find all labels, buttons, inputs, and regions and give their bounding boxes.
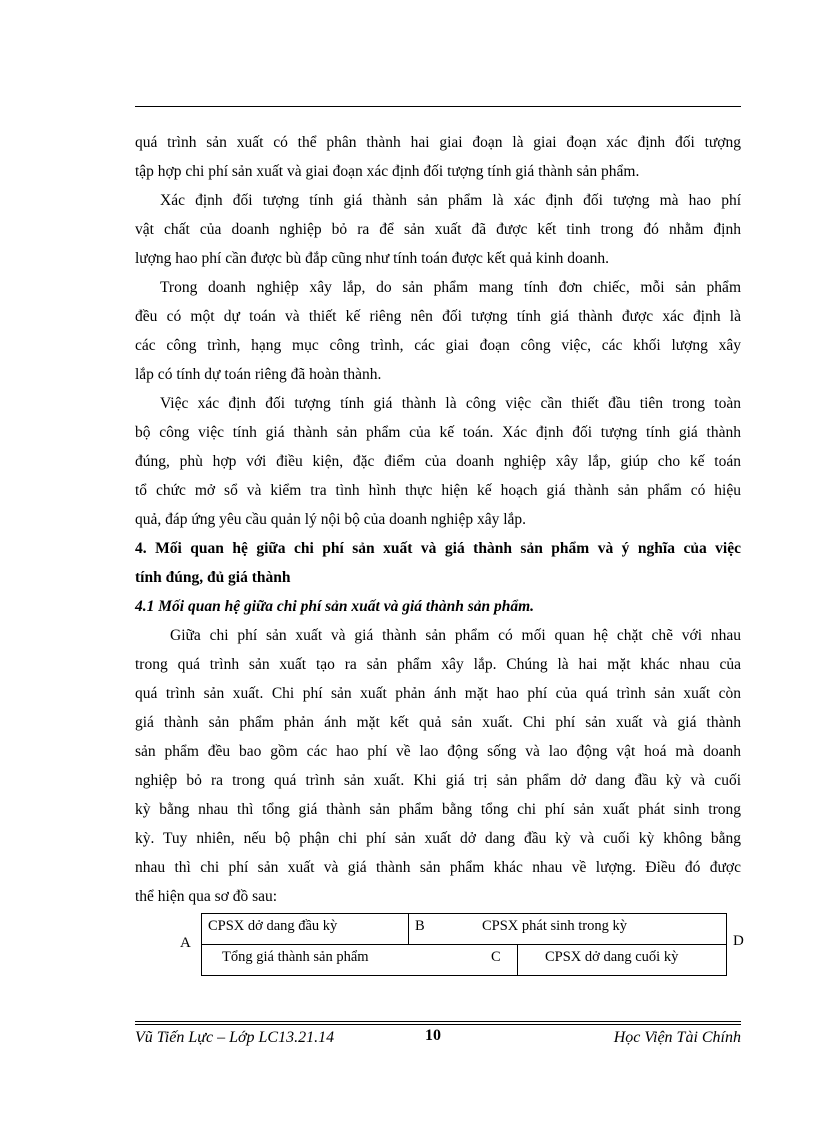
body-line: lượng hao phí cần được bù đắp cũng như tính toán được kết quả kinh doanh. (135, 250, 610, 267)
body-line: nhau thì chi phí sản xuất và giá thành sản phẩm khác nhau về lượng. Điều đó được (135, 859, 741, 876)
body-line: nghiệp bỏ ra trong quá trình sản xuất. Khi giá trị sản phẩm dở dang đầu kỳ và cuối (135, 772, 741, 789)
diagram-divider-b (408, 913, 409, 944)
page-number: 10 (425, 1027, 441, 1044)
subsection-heading: 4.1 Mối quan hệ giữa chi phí sản xuất và giá thành sản phẩm. (135, 598, 535, 615)
body-line: tập hợp chi phí sản xuất và giai đoạn xác định đối tượng tính giá thành sản phẩm. (135, 163, 640, 180)
body-line: bộ công việc tính giá thành sản phẩm của kế toán. Xác định đối tượng tính giá thành (135, 424, 741, 441)
diagram-label-b: B (415, 918, 425, 934)
footer-institution: Học Viện Tài Chính (613, 1029, 741, 1046)
body-line: lắp có tính dự toán riêng đã hoàn thành. (135, 366, 382, 383)
body-line: trong quá trình sản xuất tạo ra sản phẩm xây lắp. Chúng là hai mặt khác nhau của (135, 656, 741, 673)
body-line: quá trình sản xuất. Chi phí sản xuất phản ánh mặt hao phí của quá trình sản xuất còn (135, 685, 741, 702)
body-line: đúng, phù hợp với điều kiện, đặc điểm của doanh nghiệp xây lắp, giúp cho kế toán (135, 453, 741, 470)
cpsx-incurred-cell: CPSX phát sinh trong kỳ (482, 918, 628, 934)
body-line: tổ chức mở sổ và kiểm tra tình hình thực hiện kế hoạch giá thành sản phẩm có hiệu (135, 482, 741, 499)
body-line: quả, đáp ứng yêu cầu quản lý nội bộ của doanh nghiệp xây lắp. (135, 511, 527, 528)
diagram-row-divider (201, 944, 727, 945)
body-line: đều có một dự toán và thiết kế riêng nên đối tượng tính giá thành được xác định là (135, 308, 741, 325)
header-rule (135, 106, 741, 107)
body-line: các công trình, hạng mục công trình, các giai đoạn công việc, các khối lượng xây (135, 337, 741, 354)
body-line: sản phẩm đều bao gồm các hao phí về lao động sống và lao động vật hoá mà doanh (135, 743, 741, 760)
diagram-divider-c (517, 944, 518, 976)
total-cost-cell: Tổng giá thành sản phẩm (222, 949, 369, 965)
footer-rule (135, 1021, 741, 1022)
section-heading: 4. Mối quan hệ giữa chi phí sản xuất và giá thành sản phẩm và ý nghĩa của việc (135, 540, 741, 557)
cpsx-closing-cell: CPSX dở dang cuối kỳ (545, 949, 679, 965)
body-line: giá thành sản phẩm phản ánh mặt kết quả sản xuất. Chi phí sản xuất và giá thành (135, 714, 741, 731)
body-line: Việc xác định đối tượng tính giá thành là công việc cần thiết đầu tiên trong toàn (160, 395, 741, 412)
body-line: Xác định đối tượng tính giá thành sản phẩm là xác định đối tượng mà hao phí (160, 192, 741, 209)
body-line: kỳ bằng nhau thì tổng giá thành sản phẩm bằng tổng chi phí sản xuất phát sinh trong (135, 801, 741, 818)
body-line: Trong doanh nghiệp xây lắp, do sản phẩm mang tính đơn chiếc, mỗi sản phẩm (160, 279, 741, 296)
body-line: thể hiện qua sơ đồ sau: (135, 888, 278, 905)
footer-rule-inner (135, 1024, 741, 1025)
body-line: kỳ. Tuy nhiên, nếu bộ phận chi phí sản xuất dở dang đầu kỳ và cuối kỳ không bằng (135, 830, 741, 847)
diagram-label-a: A (180, 935, 191, 951)
body-line: Giữa chi phí sản xuất và giá thành sản phẩm có mối quan hệ chặt chẽ với nhau (170, 627, 741, 644)
diagram-label-c: C (491, 949, 501, 965)
section-heading-cont: tính đúng, đủ giá thành (135, 569, 291, 586)
cpsx-opening-cell: CPSX dở dang đầu kỳ (208, 918, 338, 934)
footer-author: Vũ Tiến Lực – Lớp LC13.21.14 (135, 1029, 335, 1046)
body-line: quá trình sản xuất có thể phân thành hai giai đoạn là giai đoạn xác định đối tượng (135, 134, 741, 151)
diagram-label-d: D (733, 933, 744, 949)
body-line: vật chất của doanh nghiệp bỏ ra để sản xuất đã được kết tinh trong đó nhằm định (135, 221, 741, 238)
